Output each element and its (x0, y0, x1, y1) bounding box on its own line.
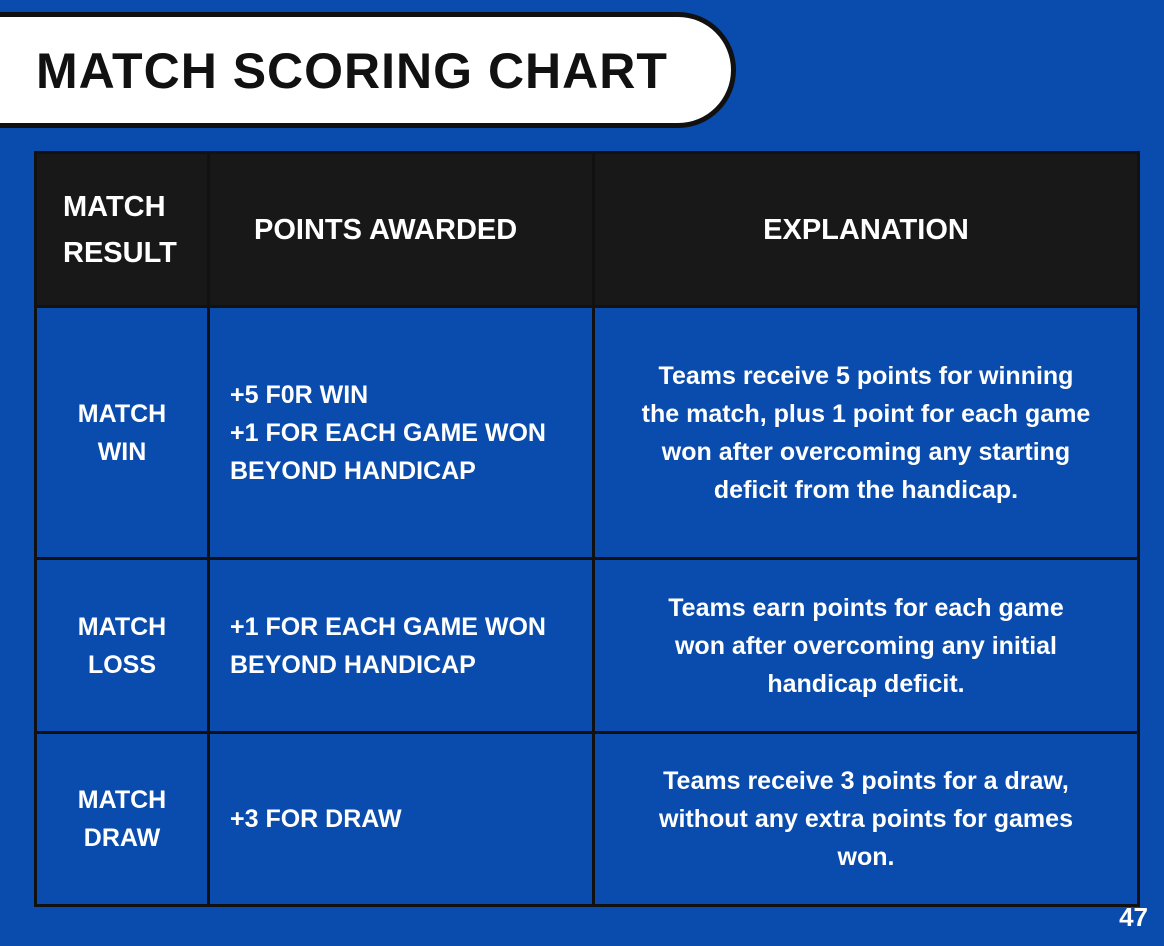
explanation-text: won. (837, 843, 895, 871)
explanation-text: won after overcoming any initial (674, 631, 1058, 660)
cell-explanation-draw (594, 733, 1139, 906)
table-row-match-draw (36, 733, 1139, 906)
cell-points-draw (209, 733, 594, 906)
explanation-text: handicap deficit. (767, 669, 965, 698)
result-text: MATCH (77, 786, 167, 814)
points-text: BEYOND HANDICAP (230, 650, 476, 679)
header-explanation: EXPLANATION (594, 153, 1139, 307)
explanation-text: Teams receive 3 points for a draw, (663, 767, 1069, 795)
page-title: MATCH SCORING CHART (36, 43, 668, 99)
header-match-result-line-1: MATCH (63, 190, 166, 223)
header-points-awarded: POINTS AWARDED (209, 153, 594, 307)
result-text: LOSS (87, 650, 157, 679)
cell-result-win (36, 307, 209, 559)
explanation-text: won after overcoming any starting (661, 437, 1071, 466)
explanation-text: the match, plus 1 point for each game (641, 399, 1091, 428)
cell-points-win (209, 307, 594, 559)
cell-result-loss (36, 559, 209, 733)
points-text: +3 FOR DRAW (230, 805, 402, 833)
cell-points-loss (209, 559, 594, 733)
header-match-result (36, 153, 209, 307)
explanation-text: deficit from the handicap. (713, 475, 1019, 504)
result-text: MATCH (77, 399, 167, 428)
header-match-result-line-2: RESULT (63, 236, 177, 269)
points-text: +1 FOR EACH GAME WON (230, 418, 546, 447)
table-row-match-win (36, 307, 1139, 559)
points-text: +5 F0R WIN (230, 380, 369, 409)
result-text: WIN (97, 437, 147, 466)
explanation-text: without any extra points for games (659, 805, 1073, 833)
explanation-text: Teams earn points for each game (668, 593, 1064, 622)
cell-result-draw (36, 733, 209, 906)
result-text: DRAW (83, 824, 161, 852)
explanation-text: Teams receive 5 points for winning (658, 361, 1074, 390)
cell-explanation-loss (594, 559, 1139, 733)
result-text: MATCH (77, 612, 167, 641)
cell-explanation-win (594, 307, 1139, 559)
table-header-row (36, 153, 1139, 307)
table-row-match-loss (36, 559, 1139, 733)
page-number: 47 (1119, 902, 1148, 932)
scoring-table (34, 151, 1140, 907)
points-text: +1 FOR EACH GAME WON (230, 612, 546, 641)
points-text: BEYOND HANDICAP (230, 456, 476, 485)
